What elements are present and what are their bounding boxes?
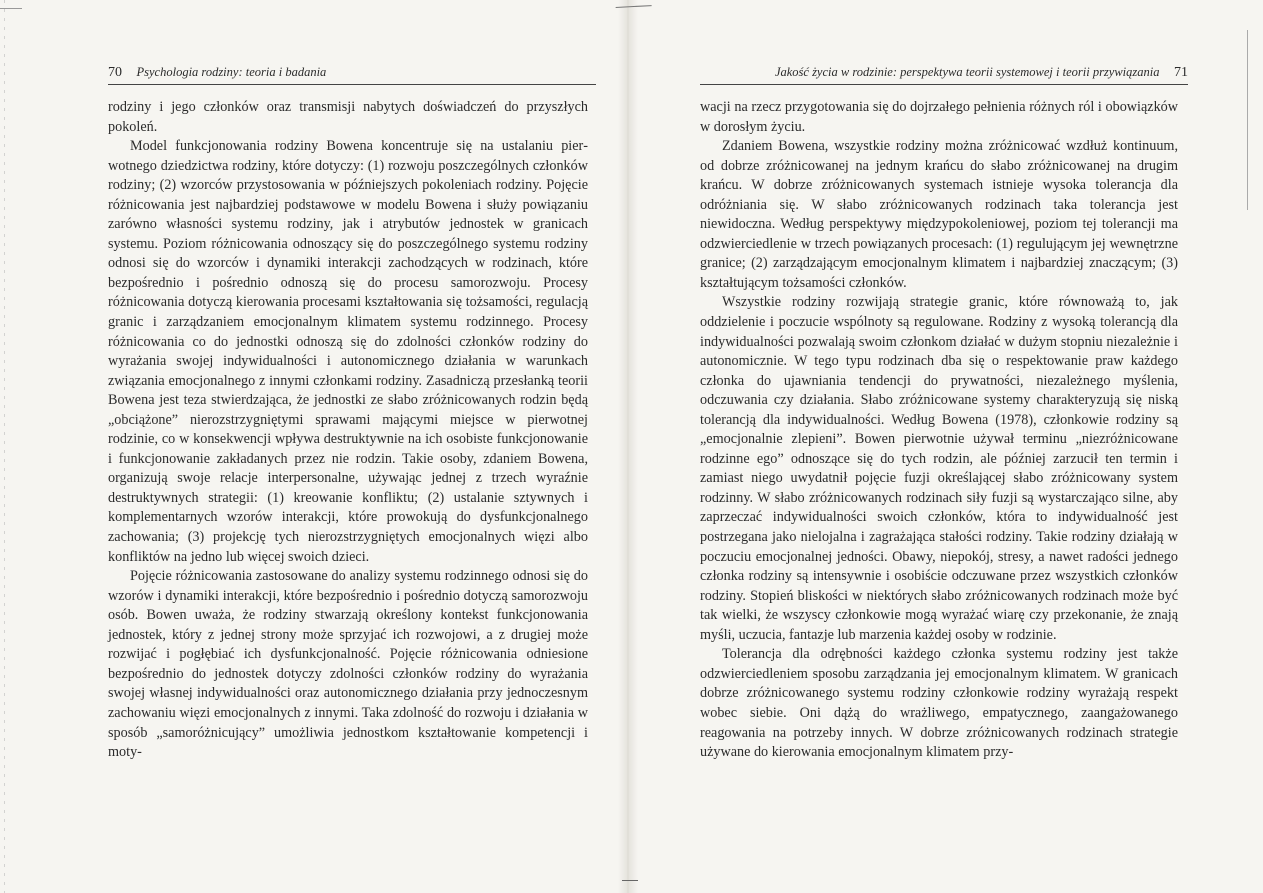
paragraph: wacji na rzecz przygotowania się do dojrzałego pełnienia różnych ról i obowiązków w dorosłym życiu. xyxy=(700,99,1178,135)
left-scan-edge xyxy=(4,0,5,893)
book-gutter xyxy=(618,0,638,893)
scan-edge-tick xyxy=(0,8,22,9)
right-running-header xyxy=(700,64,1188,84)
left-page-number: 70 xyxy=(108,65,122,80)
right-header-rule xyxy=(700,84,1188,85)
paragraph: Wszystkie rodziny rozwijają strategie granic, które równoważą to, jak oddzielenie i poczucie wspólnoty są regulowane. Rodziny z wysoką tolerancją dla indywidualności pozwalają swoim członkom działać w dużym stopniu niezależnie i autonomicznie. W tego typu rodzinach dba się o respektowanie praw każdego członka do ujawniania tendencji do prywatności, niezależnego myślenia, odczuwania czy działania. Słabo zróżnicowane systemy charakteryzują się niską tolerancją dla indywidualności. Według Bowena (1978), członkowie rodziny są „emocjonalnie zlepieni”. Bowen pierwotnie używał terminu „niezróżnicowane rodzinne ego” odnoszące się do tych rodzin, ale później zarzucił ten termin i zamiast niego uwydatnił pojęcie fuzji określającej słabo zróżnicowany system rodzinny. W słabo zróżnicowanych rodzinach siły fuzji są wystarczająco silne, aby zaprzeczać indywidualności swoich członków, która to indywidualność jest postrzegana jako nielojalna i zagrażająca stałości rodziny. Takie rodziny działają w poczuciu emocjonalnej jedności. Obawy, niepokój, stresy, a nawet radości jednego członka rodziny są intensywnie i osobiście odczuwane przez wszystkich członków rodziny. Stopień bliskości w niektórych słabo zróżnicowanych rodzinach może być tak wielki, że wszyscy członkowie mogą wyrażać wiarę czy przekonanie, że znają myśli, uczucia, fantazje lub marzenia każdej osoby w rodzinie. xyxy=(700,294,1178,643)
right-scan-edge xyxy=(1247,30,1248,210)
left-body-text xyxy=(108,98,588,763)
gutter-scan-mark xyxy=(616,5,653,22)
paragraph: Model funkcjonowania rodziny Bowena koncentruje się na ustalaniu pierwotnego dziedzictwa rodziny, które dotyczy: (1) rozwoju poszczególnych członków rodziny; (2) wzorców przystosowania w późniejszych pokoleniach rodziny. Pojęcie różnicowania jest najbardziej podstawowe w modelu Bowena i służy powiązaniu zarówno własności systemu rodziny, jak i atrybutów jednostek w granicach systemu. Poziom różnicowania odnoszący się do poszczególnego systemu rodziny odnosi się do wzorców i dynamiki interakcji zachodzących w rodzinach, które bezpośrednio i pośrednio odnoszą się do procesu samorozwoju. Procesy różnicowania dotyczą kierowania procesami kształtowania się tożsamości, regulacją granic i zarządzaniem emocjonalnym klimatem systemu rodzinnego. Procesy różnicowania co do jednostki odnoszą się do zdolności członków rodziny do wyrażania swojej indywidualności i autonomicznego działania w warunkach związania emocjonalnego z innymi członkami rodziny. Zasadniczą przesłanką teorii Bowena jest teza stwierdzająca, że jednostki ze słabo zróżnicowanych rodzin będą „obciążone” nierozstrzygniętymi sprawami mającymi miejsce w pierwotnej rodzinie, co w konsekwencji wpływa destruktywnie na ich osobiste funkcjonowanie i funkcjonowanie zakładanych przez nie rodzin. Takie osoby, zdaniem Bowena, organizują swoje relacje interpersonalne, używając jednej z trzech wyraźnie destruktywnych strategii: (1) kreowanie konfliktu; (2) ustalanie sztywnych i komplementarnych wzorów interakcji, które prowokują do dysfunkcjonalnego zachowania; (3) projekcję tych nierozstrzygniętych emocjonalnych więzi albo konfliktów na jedno lub więcej swoich dzieci. xyxy=(108,138,588,565)
left-running-header xyxy=(108,64,594,84)
paragraph: Zdaniem Bowena, wszystkie rodziny można zróżnicować wzdłuż kontinuum, od dobrze zróżnicowanej na jednym krańcu do słabo zróżnicowanej na drugim krańcu. W dobrze zróżnicowanych systemach istnieje wysoka tolerancja dla odróżniania się. W słabo zróżnicowanych rodzinach taka tolerancja jest niewidoczna. Według perspektywy międzypokoleniowej, poziom tej tolerancji ma odzwierciedlenie w trzech powiązanych procesach: (1) regulującym jej wewnętrzne granice; (2) zarządzającym emocjonalnym klimatem i najbardziej znaczącym; (3) kształtującym tożsamości członków. xyxy=(700,138,1178,291)
gutter-scan-mark-bottom xyxy=(622,880,638,881)
right-running-title: Jakość życia w rodzinie: perspektywa teorii systemowej i teorii przywiązania xyxy=(774,65,1160,79)
right-body-text xyxy=(700,98,1178,763)
paragraph: Pojęcie różnicowania zastosowane do analizy systemu rodzinnego odnosi się do wzorów i dynamiki interakcji, które bezpośrednio i pośrednio dotyczą samorozwoju osób. Bowen uważa, że rodziny stwarzają określony kontekst funkcjonowania jednostek, który z jednej strony może sprzyjać ich rozwojowi, a z drugiej może rozwijać i pogłębiać ich dysfunkcjonalność. Pojęcie różnicowania odniesione bezpośrednio do jednostek dotyczy zdolności członków rodziny do wyrażania swojej własnej indywidualności oraz autonomicznego działania przy jednoczesnym zachowaniu więzi emocjonalnych z innymi. Taka zdolność do rozwoju i działania w sposób „samoróżnicujący” umożliwia jednostkom kształtowanie kompetencji i moty- xyxy=(108,568,588,761)
paragraph: rodziny i jego członków oraz transmisji nabytych doświadczeń do przyszłych pokoleń. xyxy=(108,99,588,135)
left-running-title: Psychologia rodziny: teoria i badania xyxy=(136,65,327,79)
left-header-rule xyxy=(108,84,596,85)
right-page-number: 71 xyxy=(1174,65,1188,80)
paragraph: Tolerancja dla odrębności każdego członka systemu rodziny jest także odzwierciedleniem sposobu zarządzania jej emocjonalnym klimatem. W granicach dobrze zróżnicowanego systemu rodziny członkowie rodziny wyrażają respekt wobec siebie. Oni dążą do wrażliwego, empatycznego, zaangażowanego reagowania na potrzeby innych. W dobrze zróżnicowanych rodzinach strategie używane do kierowania emocjonalnym klimatem przy- xyxy=(700,646,1178,761)
